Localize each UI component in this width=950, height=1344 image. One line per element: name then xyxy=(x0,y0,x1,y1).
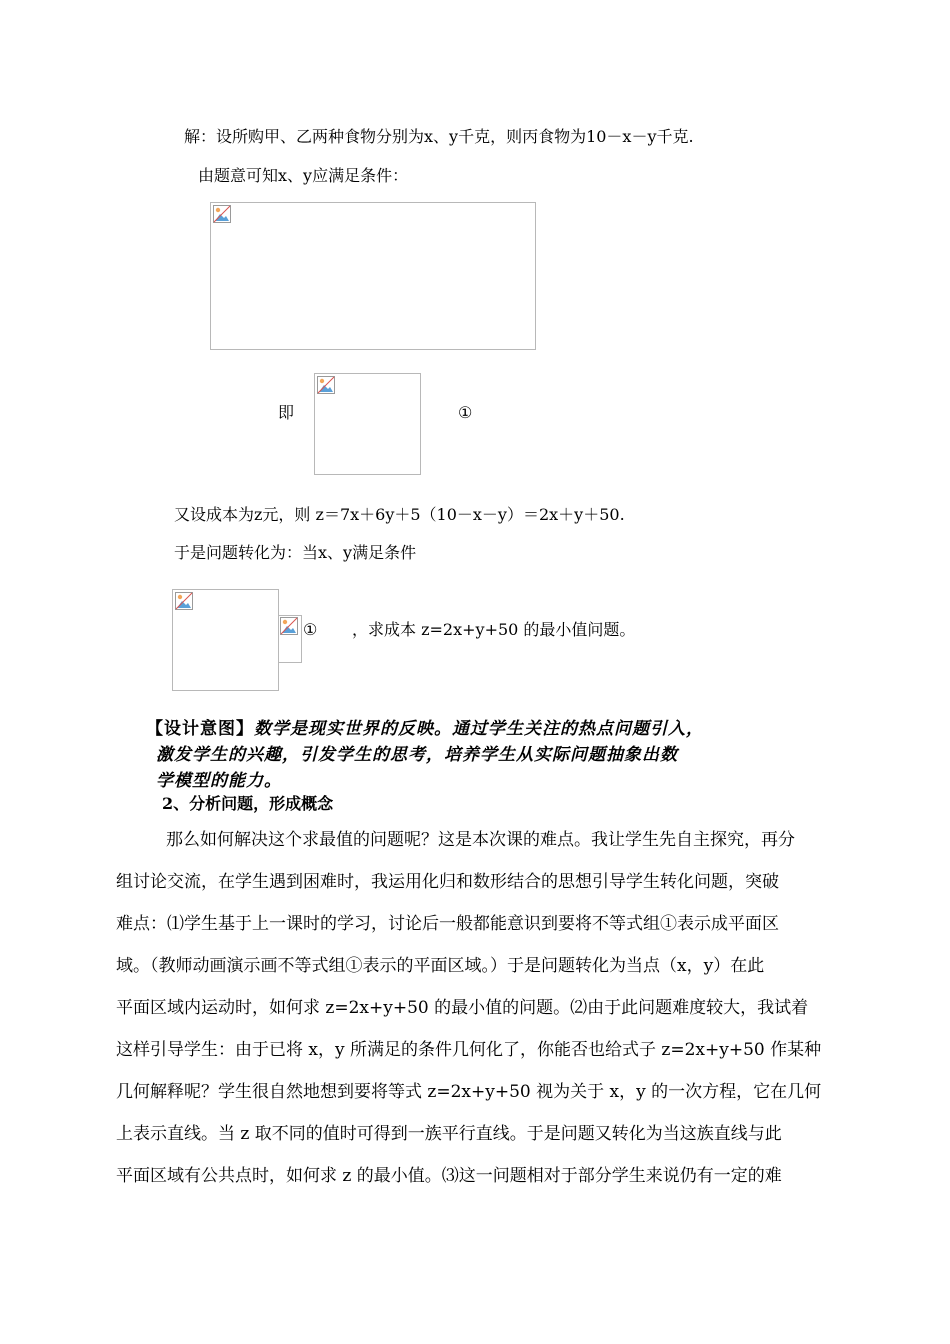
paragraph-line: 几何解释呢？学生很自然地想到要将等式 z=2x+y+50 视为关于 x，y 的一次方程，它在几何 xyxy=(116,1082,822,1102)
design-intent-label: 【设计意图】 xyxy=(146,719,254,739)
paragraph-line: 上表示直线。当 z 取不同的值时可得到一族平行直线。于是问题又转化为当这族直线与此 xyxy=(116,1124,782,1144)
paragraph-line: 平面区域内运动时，如何求 z=2x+y+50 的最小值的问题。⑵由于此问题难度较大，我试着 xyxy=(116,998,809,1018)
solution-line-1: 解：设所购甲、乙两种食物分别为x、y千克，则丙食物为10－x－y千克. xyxy=(184,127,694,146)
equation-image-placeholder xyxy=(210,202,536,350)
solution-line-2: 由题意可知x、y应满足条件： xyxy=(198,166,409,185)
paragraph-line: 组讨论交流，在学生遇到困难时，我运用化归和数形结合的思想引导学生转化问题，突破 xyxy=(116,872,779,892)
design-intent-text-1: 数学是现实世界的反映。通过学生关注的热点问题引入， xyxy=(254,719,704,739)
paragraph-line: 难点：⑴学生基于上一课时的学习，讨论后一般都能意识到要将不等式组①表示成平面区 xyxy=(116,914,779,934)
broken-image-icon xyxy=(213,205,231,223)
paragraph-line: 平面区域有公共点时，如何求 z 的最小值。⑶这一问题相对于部分学生来说仍有一定的难 xyxy=(116,1166,782,1186)
convert-line: 于是问题转化为：当x、y满足条件 xyxy=(174,543,417,562)
design-intent-text-2: 激发学生的兴趣，引发学生的思考，培养学生从实际问题抽象出数 xyxy=(156,745,678,765)
condition-image-placeholder xyxy=(172,589,279,691)
min-cost-line: ，求成本 z=2x+y+50 的最小值问题。 xyxy=(352,620,636,639)
analysis-paragraph xyxy=(116,819,876,1197)
design-intent-text-3: 学模型的能力。 xyxy=(156,771,282,791)
design-intent-block xyxy=(146,716,704,794)
broken-image-icon xyxy=(280,617,298,635)
circle-one-marker-2: ① xyxy=(303,620,318,639)
system-image-placeholder xyxy=(314,373,421,475)
section-heading: 2、分析问题，形成概念 xyxy=(162,794,334,813)
circle-one-marker: ① xyxy=(458,403,473,422)
paragraph-line: 这样引导学生：由于已将 x，y 所满足的条件几何化了，你能否也给式子 z=2x+y+50 作某种 xyxy=(116,1040,822,1060)
paragraph-line: 域。（教师动画演示画不等式组①表示的平面区域。）于是问题转化为当点（x，y）在此 xyxy=(116,956,765,976)
broken-image-icon xyxy=(175,592,193,610)
ji-label: 即 xyxy=(278,403,295,422)
cost-line: 又设成本为z元，则 z＝7x＋6y＋5（10－x－y）＝2x＋y＋50. xyxy=(174,505,625,524)
paragraph-line: 那么如何解决这个求最值的问题呢？这是本次课的难点。我让学生先自主探究，再分 xyxy=(166,830,795,850)
broken-image-icon xyxy=(317,376,335,394)
small-image-placeholder xyxy=(278,615,302,663)
